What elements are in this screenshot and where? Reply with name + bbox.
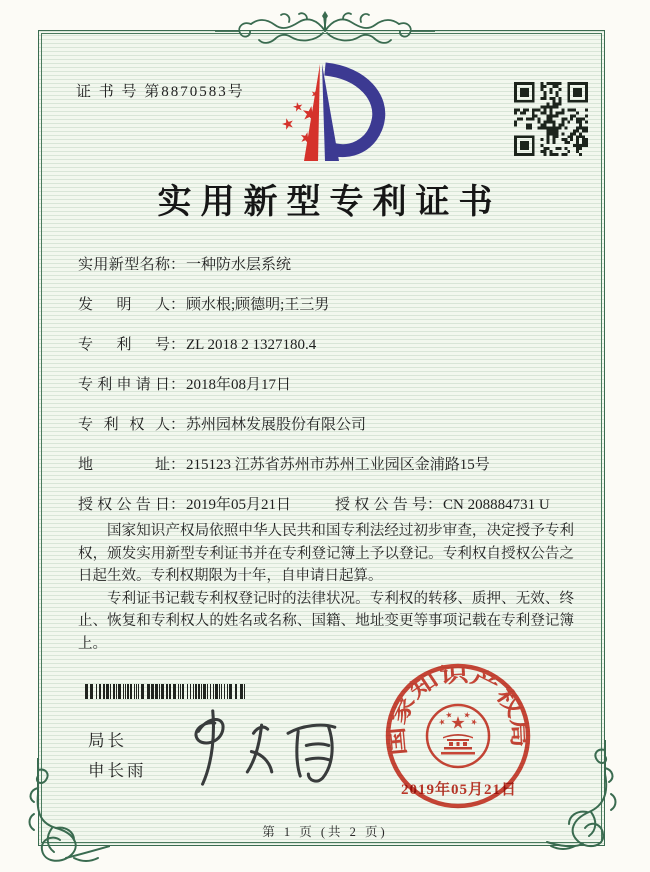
field-colon: ： <box>170 417 186 433</box>
legal-paragraph: 国家知识产权局依照中华人民共和国专利法经过初步审查，决定授予专利权，颁发实用新型专利证书并在专利登记簿上予以登记。专利权自授权公告之日起生效。专利权期限为十年，自申请日起算。 <box>78 523 574 584</box>
field-colon: ： <box>170 377 186 393</box>
field-label: 专利权人 <box>78 417 170 433</box>
field-label: 专利号 <box>78 337 170 353</box>
field-colon: ： <box>170 457 186 473</box>
field-colon: ： <box>170 337 186 353</box>
field-colon: ： <box>170 257 186 273</box>
field-colon: ： <box>427 497 443 513</box>
legal-paragraph: 专利证书记载专利权登记时的法律状况。专利权的转移、质押、无效、终止、恢复和专利权人的姓名或名称、国籍、地址变更等事项记载在专利登记簿上。 <box>78 590 574 652</box>
field-value: 215123 江苏省苏州市苏州工业园区金浦路15号 <box>186 457 490 473</box>
field-row-address <box>78 453 594 477</box>
field-row-grant <box>78 493 594 517</box>
seal-ring-text: 国家知识产权局 <box>384 662 532 757</box>
field-label: 专利申请日 <box>78 377 170 393</box>
barcode-icon <box>85 684 247 699</box>
grant-date-value: 2019年05月21日 <box>186 497 292 513</box>
field-value: ZL 2018 2 1327180.4 <box>186 337 317 353</box>
field-row-inventors <box>78 293 594 317</box>
legal-text <box>78 520 574 655</box>
signer-name: 申长雨 <box>88 761 147 780</box>
qr-code-icon <box>514 82 588 156</box>
field-row-patent-number <box>78 333 594 357</box>
field-label: 授权公告号 <box>335 497 428 513</box>
field-value: 顾水根;顾德明;王三男 <box>186 297 330 313</box>
signer-block <box>88 726 147 786</box>
field-label: 发明人 <box>78 297 170 313</box>
field-colon: ： <box>170 497 186 513</box>
field-label: 授权公告日 <box>78 497 170 513</box>
national-emblem-icon <box>427 705 489 767</box>
field-value: 2018年08月17日 <box>186 377 292 393</box>
field-label: 地址 <box>78 457 170 473</box>
field-label: 实用新型名称 <box>78 257 170 273</box>
signer-title: 局长 <box>88 731 127 750</box>
field-value: 一种防水层系统 <box>186 257 292 273</box>
field-value: 苏州园林发展股份有限公司 <box>186 417 367 433</box>
field-row-utility-model-name <box>78 253 594 277</box>
barcode-bar <box>244 684 245 699</box>
seal-date: 2019年05月21日 <box>400 782 517 798</box>
director-signature-icon <box>168 702 346 790</box>
cnipa-logo-icon <box>262 60 400 168</box>
field-row-filing-date <box>78 373 594 397</box>
field-colon: ： <box>170 297 186 313</box>
grant-number-pair <box>335 493 550 517</box>
certificate-fields <box>78 253 594 533</box>
field-row-patentee <box>78 413 594 437</box>
grant-number-value: CN 208884731 U <box>443 497 550 513</box>
certificate-number: 证 书 号 第8870583号 <box>76 84 245 100</box>
grant-date-pair <box>78 493 291 517</box>
page-footer: 第 1 页 (共 2 页) <box>262 825 388 839</box>
certificate-title: 实用新型专利证书 <box>157 184 502 221</box>
